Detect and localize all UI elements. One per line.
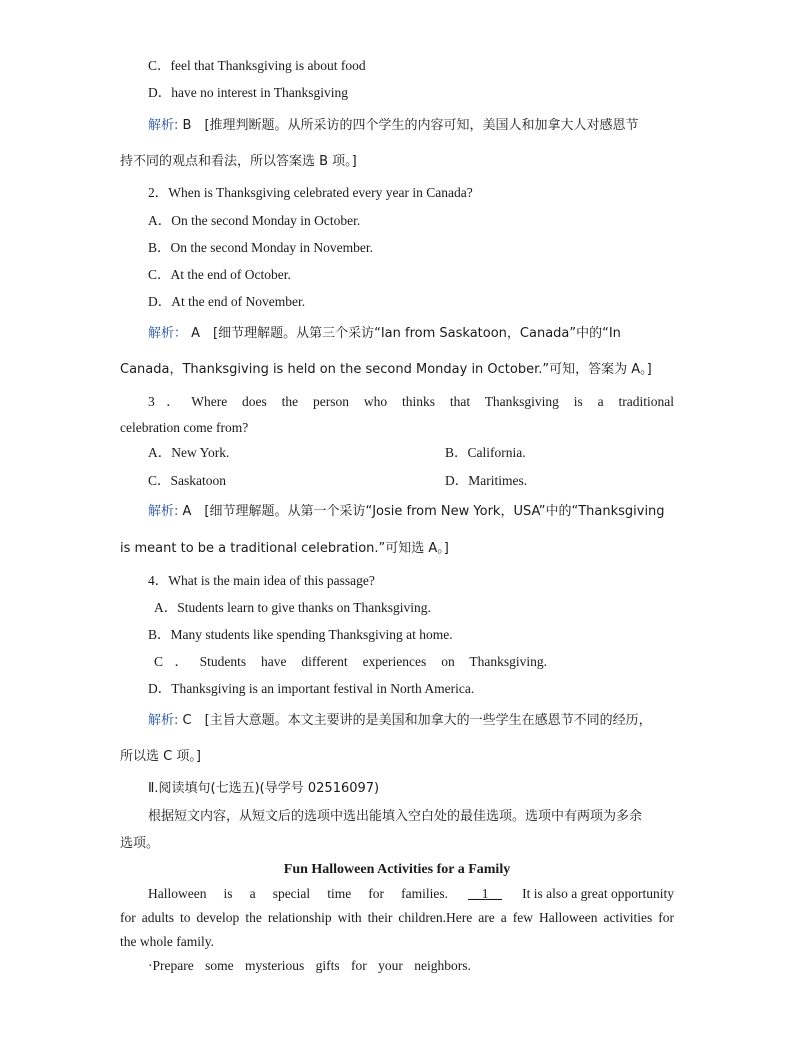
q3-option-d: D．Maritimes. [445, 473, 528, 488]
passage-p1-line2: for adults to develop the relationship with their children.Here are a few Halloween activities for [120, 910, 674, 925]
q1-option-d: D．have no interest in Thanksgiving [148, 85, 348, 100]
q2-option-a: A．On the second Monday in October. [148, 213, 361, 228]
passage-p1-line3: the whole family. [120, 934, 214, 949]
q4-option-c: C．Students have different experiences on Thanksgiving. [154, 654, 547, 669]
q2-option-c: C．At the end of October. [148, 267, 291, 282]
passage-bullet-1: ·Prepare some mysterious gifts for your neighbors. [148, 958, 471, 973]
q2-option-b: B．On the second Monday in November. [148, 240, 373, 255]
q4-answer-line1 [148, 712, 652, 730]
q3-answer-line1 [148, 503, 665, 521]
answer-label: 解析: [148, 504, 179, 519]
q2-answer-line1 [148, 325, 621, 343]
q1-answer-line1 [148, 117, 639, 135]
q4-option-b: B．Many students like spending Thanksgiving at home. [148, 627, 453, 642]
answer-text: C [主旨大意题。本文主要讲的是美国和加拿大的一些学生在感恩节不同的经历， [178, 713, 652, 728]
passage-title: Fun Halloween Activities for a Family [283, 862, 511, 877]
q2-answer-line2: Canada，Thanksgiving is held on the second Monday in October.”可知，答案为 A。] [120, 362, 652, 377]
answer-label: 解析： [148, 326, 188, 341]
answer-text: A [细节理解题。从第一个采访“Josie from New York，USA”中的“Thanksgiving [178, 504, 665, 519]
q3-question-line2: celebration come from? [120, 420, 249, 435]
q3-question-line1: 3．Where does the person who thinks that Thanksgiving is a traditional [148, 394, 674, 409]
answer-text: B [推理判断题。从所采访的四个学生的内容可知，美国人和加拿大人对感恩节 [178, 118, 639, 133]
instruction-line1: 根据短文内容，从短文后的选项中选出能填入空白处的最佳选项。选项中有两项为多余 [148, 809, 643, 824]
q2-option-d: D．At the end of November. [148, 294, 306, 309]
answer-label: 解析: [148, 118, 179, 133]
q1-option-c: C．feel that Thanksgiving is about food [148, 58, 366, 73]
answer-label: 解析: [148, 713, 179, 728]
answer-text: A [细节理解题。从第三个采访“Ian from Saskatoon，Canada”中的“In [187, 326, 621, 341]
q4-option-a: A．Students learn to give thanks on Thanksgiving. [154, 600, 431, 615]
q3-option-a: A．New York. [148, 445, 230, 460]
section-heading: Ⅱ.阅读填句(七选五)(导学号 02516097) [148, 781, 380, 796]
q3-option-c: C．Saskatoon [148, 473, 227, 488]
blank-1: __1__ [468, 886, 502, 901]
passage-p1-line1 [148, 885, 674, 903]
passage-p1-line1-a: Halloween is a special time for families. [148, 886, 448, 901]
instruction-line2: 选项。 [120, 836, 160, 851]
q4-question: 4．What is the main idea of this passage? [148, 573, 375, 588]
passage-p1-line1-b: It is also a great opportunity [522, 886, 674, 901]
q2-question: 2．When is Thanksgiving celebrated every year in Canada? [148, 185, 473, 200]
q3-option-b: B．California. [445, 445, 526, 460]
q4-option-d: D．Thanksgiving is an important festival in North America. [148, 681, 475, 696]
q3-answer-line2: is meant to be a traditional celebration.”可知选 A。] [120, 541, 449, 556]
q1-answer-line2: 持不同的观点和看法，所以答案选 B 项。] [120, 154, 357, 169]
q4-answer-line2: 所以选 C 项。] [120, 749, 201, 764]
